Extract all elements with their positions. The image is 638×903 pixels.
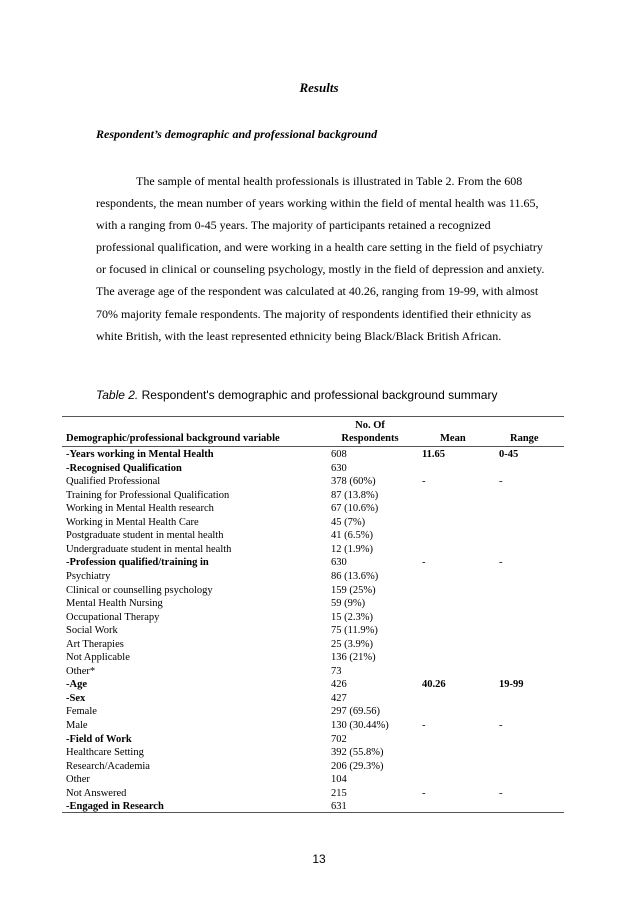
header-range: Range	[510, 433, 539, 444]
row-mean: -	[422, 787, 426, 799]
row-respondents: 378 (60%)	[331, 476, 376, 488]
header-respondents-line2: Respondents	[341, 433, 399, 444]
row-respondents: 215	[331, 787, 347, 799]
row-mean: -	[422, 557, 426, 569]
row-mean: -	[422, 720, 426, 731]
row-respondents: 136 (21%)	[331, 652, 376, 664]
row-respondents: 104	[331, 774, 347, 786]
row-label: Male	[66, 720, 88, 731]
row-respondents: 15 (2.3%)	[331, 611, 373, 623]
row-respondents: 297 (69.56)	[331, 706, 380, 718]
table-row	[0, 570, 638, 584]
table-bottom-rule	[62, 812, 564, 813]
row-label: Other	[66, 774, 90, 786]
paragraph-text: The sample of mental health professionals is illustrated in Table 2. From the 608 respondents, the mean number of years working within the field of mental health was 11.65, with a ranging from 0-45 years. The majority of participants retained a recognized professional qualification, and were working in a health care setting in the field of psychiatry or focused in clinical or counseling psychology, mostly in the field of depression and anxiety. The average age of the respondent was calculated at 40.26, ranging from 19-99, with almost 70% majority female respondents. The majority of respondents identified their ethnicity as white British, with the least represented ethnicity being Black/Black British African.	[96, 174, 545, 343]
row-mean: 40.26	[422, 679, 446, 691]
table-row	[0, 624, 638, 638]
table-top-rule	[62, 416, 564, 417]
table-row	[0, 556, 638, 570]
table-row	[0, 489, 638, 503]
table-row	[0, 516, 638, 530]
page-number: 13	[312, 852, 326, 866]
table-row	[0, 584, 638, 598]
row-label: Other*	[66, 665, 96, 677]
row-label: Mental Health Nursing	[66, 598, 163, 610]
row-range: -	[499, 476, 503, 488]
table-row	[0, 597, 638, 611]
table-row	[0, 665, 638, 679]
row-respondents: 702	[331, 733, 347, 745]
subsection-title: Respondent’s demographic and professional background	[96, 127, 378, 141]
table-row	[0, 746, 638, 760]
row-respondents: 41 (6.5%)	[331, 530, 373, 542]
row-respondents: 159 (25%)	[331, 584, 376, 596]
table-row	[0, 719, 638, 733]
row-mean: -	[422, 476, 426, 488]
row-respondents: 73	[331, 665, 342, 677]
row-respondents: 426	[331, 679, 347, 691]
row-label: Undergraduate student in mental health	[66, 543, 232, 555]
row-label: -Sex	[66, 692, 86, 704]
row-respondents: 130 (30.44%)	[331, 720, 389, 731]
table-row	[0, 773, 638, 787]
header-respondents-line1: No. Of	[355, 420, 385, 431]
table-row	[0, 475, 638, 489]
row-label: Research/Academia	[66, 760, 150, 772]
row-label: -Age	[66, 679, 87, 691]
header-respondents	[318, 419, 422, 445]
row-label: Not Answered	[66, 787, 127, 799]
table-row	[0, 502, 638, 516]
results-paragraph	[96, 170, 546, 347]
table-row	[0, 787, 638, 801]
row-respondents: 45 (7%)	[331, 516, 366, 528]
table-row	[0, 651, 638, 665]
table-row	[0, 543, 638, 557]
row-label: Psychiatry	[66, 570, 111, 582]
table-row	[0, 462, 638, 476]
table-caption	[96, 388, 497, 402]
row-label: Occupational Therapy	[66, 611, 160, 623]
table-row	[0, 692, 638, 706]
row-label: Working in Mental Health Care	[66, 516, 199, 528]
row-respondents: 59 (9%)	[331, 598, 366, 610]
row-respondents: 86 (13.6%)	[331, 570, 379, 582]
table-row	[0, 678, 638, 692]
row-range: 0-45	[499, 449, 519, 460]
row-label: -Years working in Mental Health	[66, 449, 214, 460]
row-respondents: 12 (1.9%)	[331, 543, 373, 555]
header-mean: Mean	[440, 433, 466, 444]
row-label: Qualified Professional	[66, 476, 161, 488]
row-label: Healthcare Setting	[66, 747, 144, 759]
table-caption-text: Respondent's demographic and professional background summary	[141, 388, 498, 402]
header-rule	[62, 446, 564, 447]
row-mean: 11.65	[422, 449, 446, 460]
row-label: Working in Mental Health research	[66, 503, 214, 515]
row-label: -Field of Work	[66, 733, 132, 745]
row-label: Art Therapies	[66, 638, 124, 650]
row-label: -Recognised Qualification	[66, 462, 182, 474]
row-range: -	[499, 720, 503, 731]
row-respondents: 608	[331, 449, 347, 460]
row-respondents: 427	[331, 692, 347, 704]
row-label: Clinical or counselling psychology	[66, 584, 213, 596]
row-range: -	[499, 557, 503, 569]
row-label: Social Work	[66, 625, 118, 637]
row-respondents: 206 (29.3%)	[331, 760, 384, 772]
table-row	[0, 705, 638, 719]
table-row	[0, 638, 638, 652]
row-label: Female	[66, 706, 97, 718]
row-label: Not Applicable	[66, 652, 130, 664]
row-range: 19-99	[499, 679, 524, 691]
row-label: -Profession qualified/training in	[66, 557, 209, 569]
table-row	[0, 733, 638, 747]
row-respondents: 87 (13.8%)	[331, 489, 379, 501]
table-row	[0, 448, 638, 462]
row-respondents: 630	[331, 462, 347, 474]
row-range: -	[499, 787, 503, 799]
row-label: Postgraduate student in mental health	[66, 530, 224, 542]
table-caption-label: Table 2.	[96, 388, 139, 402]
table-row	[0, 611, 638, 625]
row-respondents: 630	[331, 557, 347, 569]
section-title: Results	[299, 80, 339, 95]
table-row	[0, 529, 638, 543]
row-respondents: 25 (3.9%)	[331, 638, 373, 650]
header-variable: Demographic/professional background variable	[66, 433, 280, 444]
row-respondents: 75 (11.9%)	[331, 625, 378, 637]
row-label: Training for Professional Qualification	[66, 489, 230, 501]
row-respondents: 392 (55.8%)	[331, 747, 384, 759]
table-row	[0, 760, 638, 774]
row-respondents: 631	[331, 801, 347, 813]
row-label: -Engaged in Research	[66, 801, 164, 813]
row-respondents: 67 (10.6%)	[331, 503, 379, 515]
